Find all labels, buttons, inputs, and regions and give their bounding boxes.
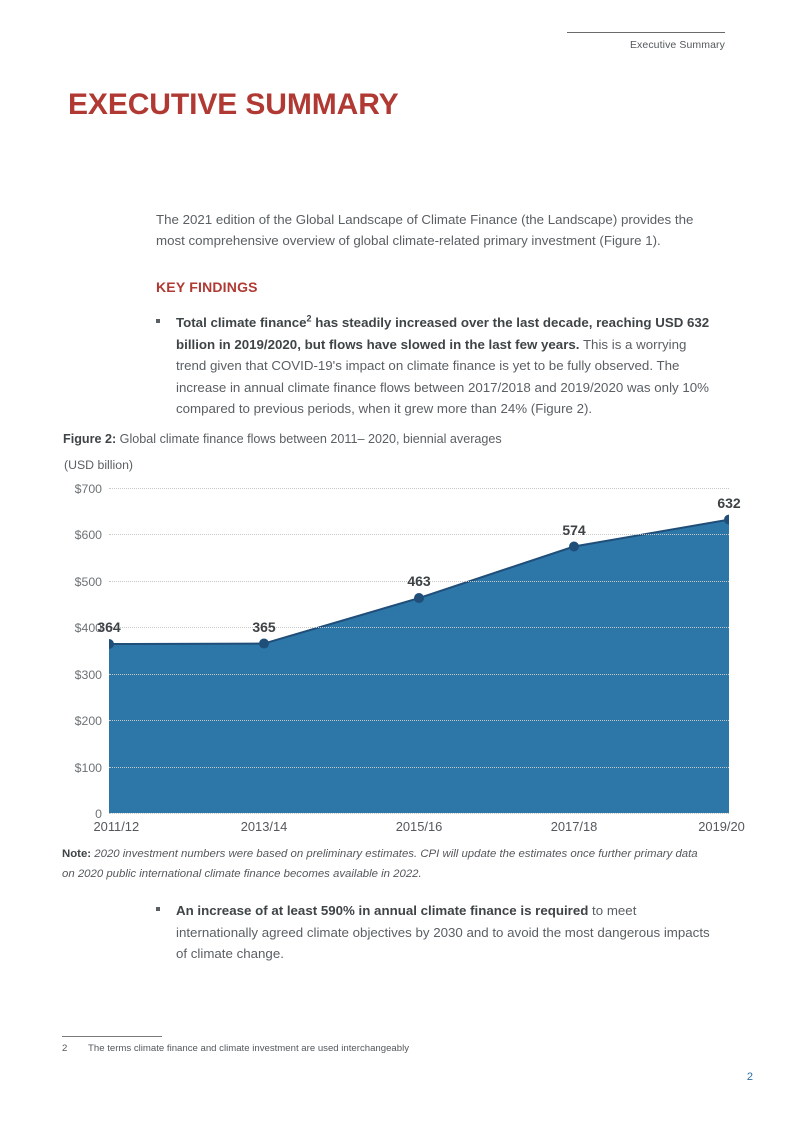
y-axis-tick-label: $300 [74,667,102,682]
key-findings-heading: KEY FINDINGS [156,279,258,295]
header-rule [567,32,725,33]
list-item [156,900,712,965]
footnote-text: The terms climate finance and climate investment are used interchangeably [88,1043,410,1054]
data-point-label: 632 [717,494,741,511]
data-point-marker [414,593,424,603]
footnote-rule [62,1036,162,1037]
area-fill [109,520,729,813]
data-point-marker [569,542,579,552]
figure-2-chart [62,458,745,836]
y-axis-tick-label: $500 [74,574,102,589]
page-title: EXECUTIVE SUMMARY [68,88,399,121]
footnote-number: 2 [62,1043,68,1054]
y-gridline [95,807,729,821]
x-axis-tick-label: 2013/14 [240,819,288,834]
y-gridline [74,760,729,775]
footnote-ref-superscript[interactable]: 2 [306,313,312,324]
list-item-rest: to meet internationally agreed climate objectives by 2030 and to avoid the most dangerous impacts of climate change. [176,903,710,961]
list-item-rest: This is a worrying trend given that COVID-19's impact on climate finance is yet to be fully observed. The increase in annual climate finance flows between 2017/2018 and 2019/2020 was only 10% compared to previous periods, when it grew more than 24% (Figure 2). [176,336,709,416]
bullet-marker-icon [156,900,176,965]
data-point-label: 463 [407,573,431,590]
list-item-text [176,900,712,965]
list-item-bold-lead-2: has steadily increased over the last decade, reaching USD 632 billion in 2019/2020, but flows have slowed in the last few years. [176,315,710,352]
footnote-block [62,1036,542,1054]
x-axis-tick-label: 2011/12 [93,819,140,834]
list-item-text [176,312,712,420]
note-label: Note: [62,848,92,860]
data-point-label: 365 [252,618,276,635]
list-item [156,312,712,420]
chart-plot-area [74,482,745,834]
y-axis-tick-label: $200 [74,714,102,729]
bullet-marker-icon [156,312,176,420]
data-point-label: 574 [562,521,586,538]
y-gridline [74,667,729,682]
figure-caption [63,432,502,446]
y-axis-tick-label: $100 [74,760,102,775]
y-gridline [74,714,729,729]
list-item-bold-lead: An increase of at least 590% in annual climate finance is required [176,903,589,918]
footnote-line [62,1043,542,1054]
data-point-label: 364 [97,619,121,635]
y-axis-unit-label: (USD billion) [64,458,134,472]
x-axis-tick-label: 2017/18 [550,819,598,834]
y-axis-tick-label: $700 [74,482,102,496]
y-axis-tick-label: 0 [95,807,102,821]
y-axis-tick-label: $400 [74,621,102,636]
figure-note [62,845,706,884]
list-item-bold-lead: Total climate finance [176,315,307,330]
y-axis-tick-label: $600 [74,528,102,543]
running-header [525,32,725,51]
page-number: 2 [746,1071,753,1083]
figure-caption-text: Global climate finance flows between 2011– 2020, biennial averages [116,432,502,446]
running-header-label: Executive Summary [629,39,725,51]
y-gridline [74,482,729,496]
figure-caption-label: Figure 2: [63,432,117,446]
note-text: 2020 investment numbers were based on preliminary estimates. CPI will update the estimates once further primary data on 2020 public international climate finance becomes available in 2022. [62,848,698,880]
data-point-marker [259,639,269,649]
area-series [109,488,729,813]
intro-paragraph: The 2021 edition of the Global Landscape of Climate Finance (the Landscape) provides the most comprehensive overview of global climate-related primary investment (Figure 1). [156,212,694,248]
x-axis-tick-label: 2019/20 [698,819,745,834]
x-axis-tick-label: 2015/16 [395,819,443,834]
